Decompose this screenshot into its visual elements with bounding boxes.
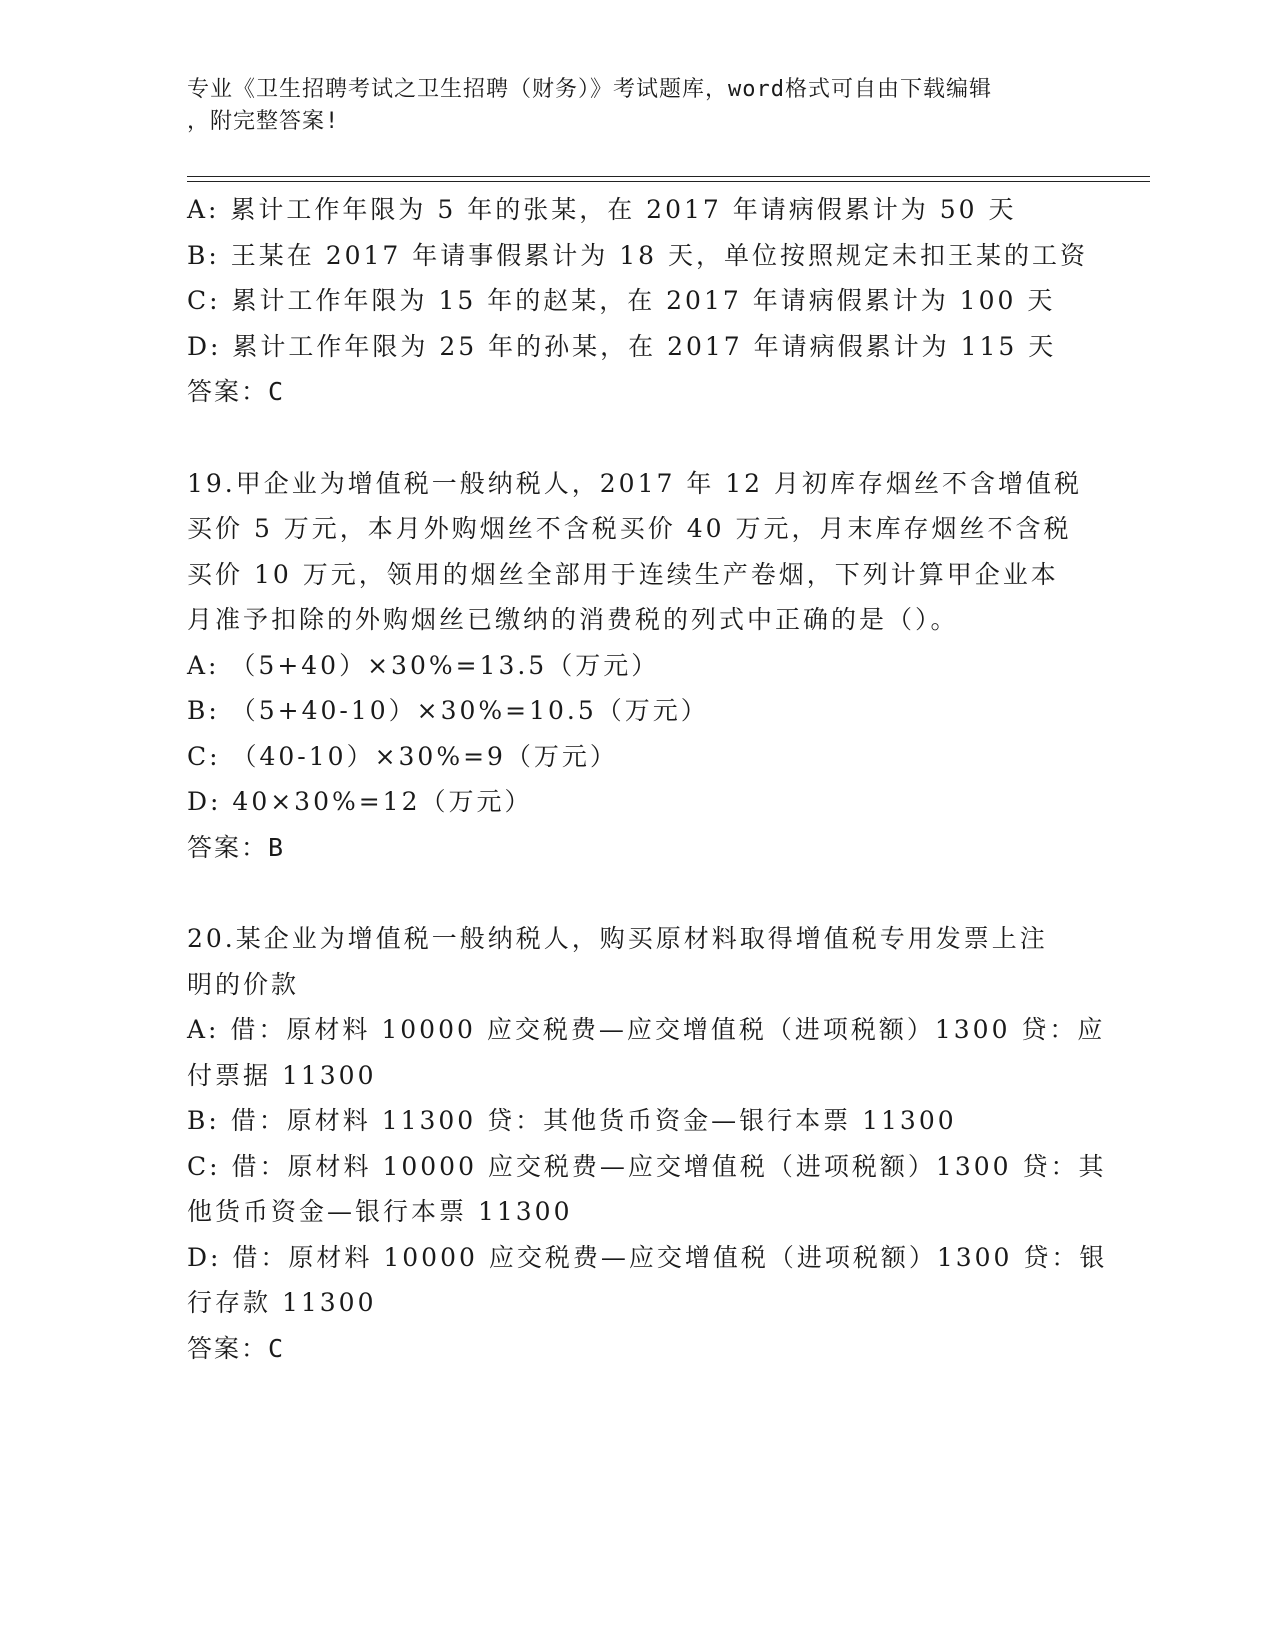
q19-stem-line-3: 买价 10 万元，领用的烟丝全部用于连续生产卷烟，下列计算甲企业本 <box>187 559 1059 589</box>
q20-option-b: B: 借：原材料 11300 贷：其他货币资金—银行本票 11300 <box>187 1106 957 1135</box>
header-divider-top <box>187 176 1150 177</box>
q20-option-d-line-2: 行存款 11300 <box>187 1288 377 1317</box>
q19-option-a: A: （5+40）×30%=13.5（万元） <box>187 650 660 680</box>
q19-stem-line-1: 19.甲企业为增值税一般纳税人，2017 年 12 月初库存烟丝不含增值税 <box>187 468 1083 498</box>
question-19 <box>187 461 1083 871</box>
document-header <box>187 74 1067 138</box>
q20-answer: 答案：C <box>187 1333 286 1363</box>
q19-option-b: B: （5+40-10）×30%=10.5（万元） <box>187 696 709 725</box>
q20-option-a-line-1: A: 借：原材料 10000 应交税费—应交增值税（进项税额）1300 贷：应 <box>187 1015 1106 1044</box>
q19-answer: 答案：B <box>187 832 286 862</box>
header-title-line-2: ，附完整答案! <box>187 109 340 134</box>
q20-stem-line-1: 20.某企业为增值税一般纳税人，购买原材料取得增值税专用发票上注 <box>187 924 1048 953</box>
q20-stem-line-2: 明的价款 <box>187 969 300 999</box>
q18-option-b: B: 王某在 2017 年请事假累计为 18 天，单位按照规定未扣王某的工资 <box>187 240 1088 270</box>
header-title-line-1: 专业《卫生招聘考试之卫生招聘（财务）》考试题库，word格式可自由下载编辑 <box>187 77 992 102</box>
q19-stem-line-4: 月准予扣除的外购烟丝已缴纳的消费税的列式中正确的是（）。 <box>187 605 959 634</box>
q20-option-a-line-2: 付票据 11300 <box>187 1060 377 1090</box>
q18-option-a: A: 累计工作年限为 5 年的张某，在 2017 年请病假累计为 50 天 <box>187 195 1017 224</box>
header-divider-bottom <box>187 181 1150 182</box>
q19-option-c: C: （40-10）×30%=9（万元） <box>187 741 618 771</box>
q20-option-c-line-1: C: 借：原材料 10000 应交税费—应交增值税（进项税额）1300 贷：其 <box>187 1151 1107 1181</box>
question-20 <box>187 916 1108 1371</box>
q20-option-d-line-1: D: 借：原材料 10000 应交税费—应交增值税（进项税额）1300 贷：银 <box>187 1242 1108 1272</box>
q19-option-d: D: 40×30%=12（万元） <box>187 787 533 816</box>
question-18 <box>187 187 1088 415</box>
q18-answer: 答案：C <box>187 377 286 406</box>
question-content <box>187 187 1108 1371</box>
q18-option-d: D: 累计工作年限为 25 年的孙某，在 2017 年请病假累计为 115 天 <box>187 331 1057 361</box>
q20-option-c-line-2: 他货币资金—银行本票 11300 <box>187 1197 573 1226</box>
q19-stem-line-2: 买价 5 万元，本月外购烟丝不含税买价 40 万元，月末库存烟丝不含税 <box>187 514 1072 543</box>
q18-option-c: C: 累计工作年限为 15 年的赵某，在 2017 年请病假累计为 100 天 <box>187 286 1056 315</box>
